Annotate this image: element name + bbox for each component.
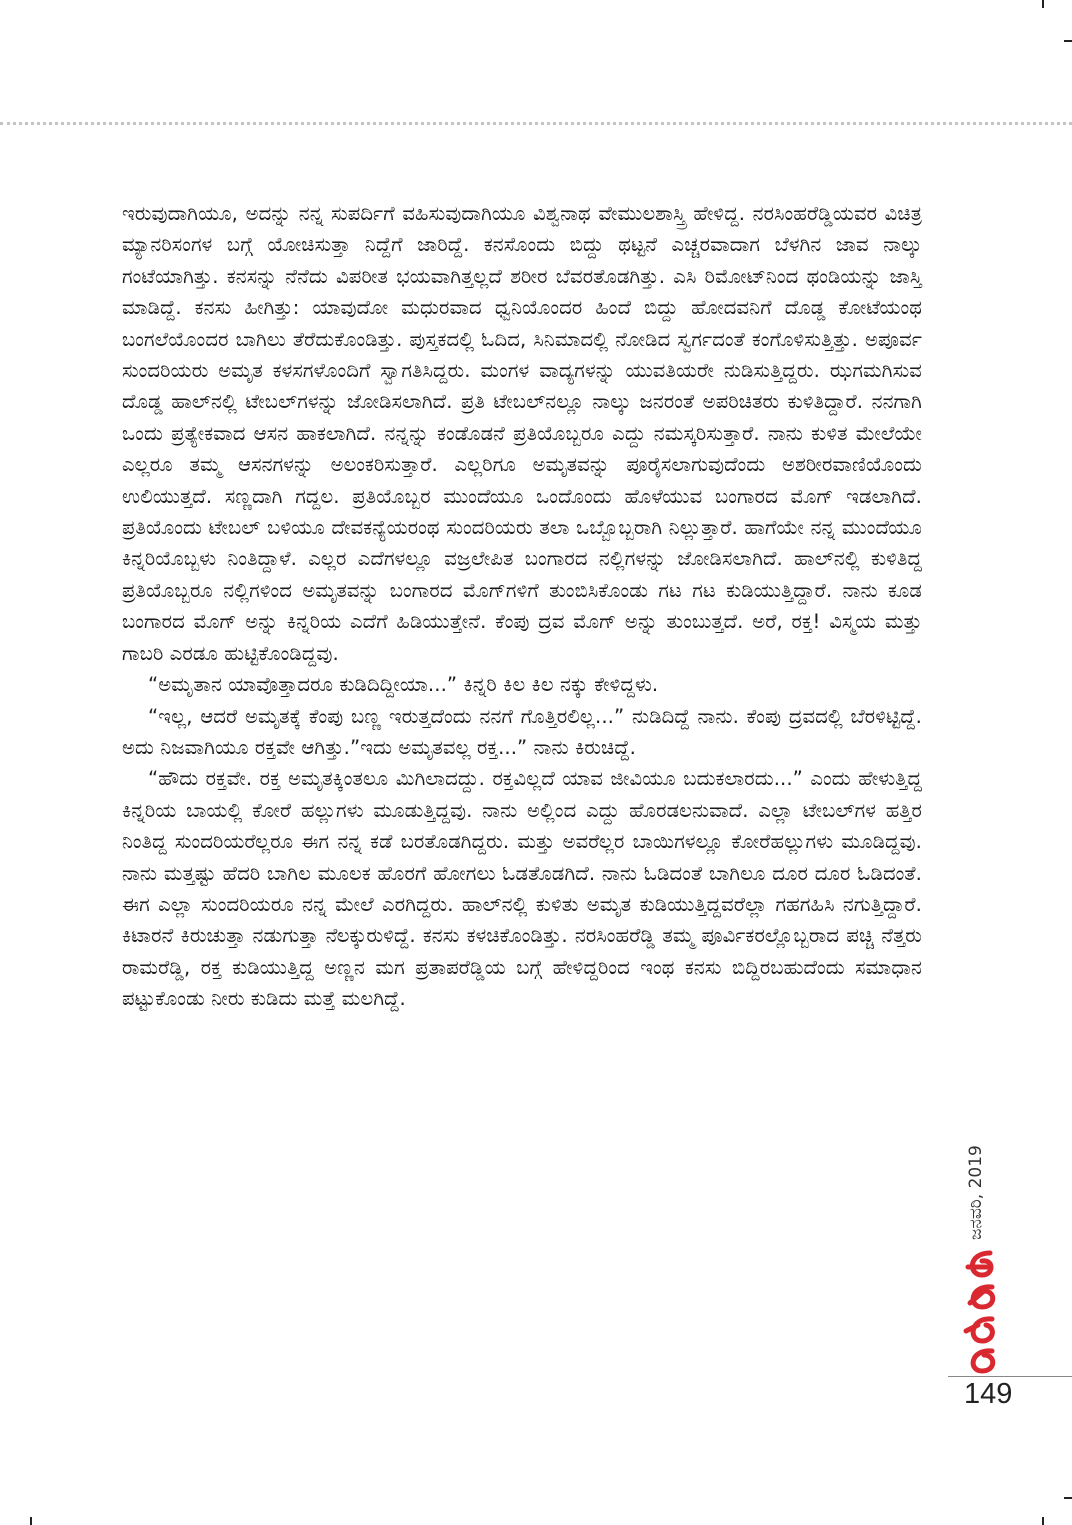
issue-date: ಜನವರಿ, 2019 bbox=[966, 1145, 986, 1240]
paragraph: “ಅಮೃತಾನ ಯಾವೊತ್ತಾದರೂ ಕುಡಿದಿದ್ದೀಯಾ...” ಕಿನ್ನರಿ ಕಿಲ ಕಿಲ ನಕ್ಕು ಕೇಳಿದ್ದಳು. bbox=[148, 673, 659, 697]
header-dotted-rule bbox=[0, 122, 1072, 125]
crop-mark-bottom-right-horizontal bbox=[1064, 1497, 1072, 1499]
paragraph: “ಇಲ್ಲ, ಆದರೆ ಅಮೃತಕ್ಕೆ ಕೆಂಪು ಬಣ್ಣ ಇರುತ್ತದೆಂದು ನನಗೆ ಗೊತ್ತಿರಲಿಲ್ಲ...” ನುಡಿದಿದ್ದೆ ನಾನು. ಕೆಂಪು ದ್ರವದಲ್ಲಿ ಬೆರಳಿಟ್ಟಿದ್ದೆ. ಅದು ನಿಜವಾಗಿಯೂ ರಕ್ತವೇ ಆಗಿತ್ತು.”ಇದು ಅಮೃತವಲ್ಲ ರಕ್ತ...” ನಾನು ಕಿರುಚಿದ್ದೆ. bbox=[122, 704, 922, 759]
page-number-rule bbox=[948, 1376, 1072, 1377]
crop-mark-bottom-left bbox=[30, 1517, 32, 1525]
magazine-masthead-logo bbox=[960, 1245, 1000, 1375]
paragraph: ಇರುವುದಾಗಿಯೂ, ಅದನ್ನು ನನ್ನ ಸುಪರ್ದಿಗೆ ವಹಿಸುವುದಾಗಿಯೂ ವಿಶ್ವನಾಥ ವೇಮುಲಶಾಸ್ತ್ರಿ ಹೇಳಿದ್ದ. ನರಸಿಂಹರೆಡ್ಡಿಯವರ ವಿಚಿತ್ರ ಮ್ಯಾನರಿಸಂಗಳ ಬಗ್ಗೆ ಯೋಚಿಸುತ್ತಾ ನಿದ್ದೆಗೆ ಜಾರಿದ್ದೆ. ಕನಸೊಂದು ಬಿದ್ದು ಥಟ್ಟನೆ ಎಚ್ಚರವಾದಾಗ ಬೆಳಗಿನ ಜಾವ ನಾಲ್ಕು ಗಂಟೆಯಾಗಿತ್ತು. ಕನಸನ್ನು ನೆನೆದು ವಿಪರೀತ ಭಯವಾಗಿತ್ತಲ್ಲದೆ ಶರೀರ ಬೆವರತೊಡಗಿತ್ತು. ಎಸಿ ರಿಮೋಟ್‌ನಿಂದ ಥಂಡಿಯನ್ನು ಜಾಸ್ತಿ ಮಾಡಿದ್ದೆ. ಕನಸು ಹೀಗಿತ್ತು: ಯಾವುದೋ ಮಧುರವಾದ ಧ್ವನಿಯೊಂದರ ಹಿಂದೆ ಬಿದ್ದು ಹೋದವನಿಗೆ ದೊಡ್ಡ ಕೋಟೆಯಂಥ ಬಂಗಲೆಯೊಂದರ ಬಾಗಿಲು ತೆರೆದುಕೊಂಡಿತ್ತು. ಪುಸ್ತಕದಲ್ಲಿ ಓದಿದ, ಸಿನಿಮಾದಲ್ಲಿ ನೋಡಿದ ಸ್ವರ್ಗದಂತೆ ಕಂಗೊಳಿಸುತ್ತಿತ್ತು. ಅಪೂರ್ವ ಸುಂದರಿಯರು ಅಮೃತ ಕಳಸಗಳೊಂದಿಗೆ ಸ್ವಾಗತಿಸಿದ್ದರು. ಮಂಗಳ ವಾದ್ಯಗಳನ್ನು ಯುವತಿಯರೇ ನುಡಿಸುತ್ತಿದ್ದರು. ಝಗಮಗಿಸುವ ದೊಡ್ಡ ಹಾಲ್‌ನಲ್ಲಿ ಟೇಬಲ್‌ಗಳನ್ನು ಜೋಡಿಸಲಾಗಿದೆ. ಪ್ರತಿ ಟೇಬಲ್‌ನಲ್ಲೂ ನಾಲ್ಕು ಜನರಂತೆ ಅಪರಿಚಿತರು ಕುಳಿತಿದ್ದಾರೆ. ನನಗಾಗಿ ಒಂದು ಪ್ರತ್ಯೇಕವಾದ ಆಸನ ಹಾಕಲಾಗಿದೆ. ನನ್ನನ್ನು ಕಂಡೊಡನೆ ಪ್ರತಿಯೊಬ್ಬರೂ ಎದ್ದು ನಮಸ್ಕರಿಸುತ್ತಾರೆ. ನಾನು ಕುಳಿತ ಮೇಲೆಯೇ ಎಲ್ಲರೂ ತಮ್ಮ ಆಸನಗಳನ್ನು ಅಲಂಕರಿಸುತ್ತಾರೆ. ಎಲ್ಲರಿಗೂ ಅಮೃತವನ್ನು ಪೂರೈಸಲಾಗುವುದೆಂದು ಅಶರೀರವಾಣಿಯೊಂದು ಉಲಿಯುತ್ತದೆ. ಸಣ್ಣದಾಗಿ ಗದ್ದಲ. ಪ್ರತಿಯೊಬ್ಬರ ಮುಂದೆಯೂ ಒಂದೊಂದು ಹೊಳೆಯುವ ಬಂಗಾರದ ಮೊಗ್ ಇಡಲಾಗಿದೆ. ಪ್ರತಿಯೊಂದು ಟೇಬಲ್ ಬಳಿಯೂ ದೇವಕನ್ಯೆಯರಂಥ ಸುಂದರಿಯರು ತಲಾ ಒಬ್ಬೊಬ್ಬರಾಗಿ ನಿಲ್ಲುತ್ತಾರೆ. ಹಾಗೆಯೇ ನನ್ನ ಮುಂದೆಯೂ ಕಿನ್ನರಿಯೊಬ್ಬಳು ನಿಂತಿದ್ದಾಳೆ. ಎಲ್ಲರ ಎದೆಗಳಲ್ಲೂ ವಜ್ರಲೇಪಿತ ಬಂಗಾರದ ನಲ್ಲಿಗಳನ್ನು ಜೋಡಿಸಲಾಗಿದೆ. ಹಾಲ್‌ನಲ್ಲಿ ಕುಳಿತಿದ್ದ ಪ್ರತಿಯೊಬ್ಬರೂ ನಲ್ಲಿಗಳಿಂದ ಅಮೃತವನ್ನು ಬಂಗಾರದ ಮೊಗ್‌ಗಳಿಗೆ ತುಂಬಿಸಿಕೊಂಡು ಗಟ ಗಟ ಕುಡಿಯುತ್ತಿದ್ದಾರೆ. ನಾನು ಕೂಡ ಬಂಗಾರದ ಮೊಗ್ ಅನ್ನು ಕಿನ್ನರಿಯ ಎದೆಗೆ ಹಿಡಿಯುತ್ತೇನೆ. ಕೆಂಪು ದ್ರವ ಮೊಗ್ ಅನ್ನು ತುಂಬುತ್ತದೆ. ಅರೆ, ರಕ್ತ! ವಿಸ್ಮಯ ಮತ್ತು ಗಾಬರಿ ಎರಡೂ ಹುಟ್ಟಿಕೊಂಡಿದ್ದವು. bbox=[122, 202, 922, 665]
crop-mark-bottom-right bbox=[1042, 1517, 1044, 1525]
page-number: 149 bbox=[964, 1378, 1013, 1410]
crop-mark-top-right-horizontal bbox=[1064, 40, 1072, 42]
paragraph: “ಹೌದು ರಕ್ತವೇ. ರಕ್ತ ಅಮೃತಕ್ಕಿಂತಲೂ ಮಿಗಿಲಾದದ್ದು. ರಕ್ತವಿಲ್ಲದೆ ಯಾವ ಜೀವಿಯೂ ಬದುಕಲಾರದು...” ಎಂದು ಹೇಳುತ್ತಿದ್ದ ಕಿನ್ನರಿಯ ಬಾಯಲ್ಲಿ ಕೋರೆ ಹಲ್ಲುಗಳು ಮೂಡುತ್ತಿದ್ದವು. ನಾನು ಅಲ್ಲಿಂದ ಎದ್ದು ಹೊರಡಲನುವಾದೆ. ಎಲ್ಲಾ ಟೇಬಲ್‌ಗಳ ಹತ್ತಿರ ನಿಂತಿದ್ದ ಸುಂದರಿಯರೆಲ್ಲರೂ ಈಗ ನನ್ನ ಕಡೆ ಬರತೊಡಗಿದ್ದರು. ಮತ್ತು ಅವರೆಲ್ಲರ ಬಾಯಿಗಳಲ್ಲೂ ಕೋರೆಹಲ್ಲುಗಳು ಮೂಡಿದ್ದವು. ನಾನು ಮತ್ತಷ್ಟು ಹೆದರಿ ಬಾಗಿಲ ಮೂಲಕ ಹೊರಗೆ ಹೋಗಲು ಓಡತೊಡಗಿದೆ. ನಾನು ಓಡಿದಂತೆ ಬಾಗಿಲೂ ದೂರ ದೂರ ಓಡಿದಂತೆ. ಈಗ ಎಲ್ಲಾ ಸುಂದರಿಯರೂ ನನ್ನ ಮೇಲೆ ಎರಗಿದ್ದರು. ಹಾಲ್‌ನಲ್ಲಿ ಕುಳಿತು ಅಮೃತ ಕುಡಿಯುತ್ತಿದ್ದವರೆಲ್ಲಾ ಗಹಗಹಿಸಿ ನಗುತ್ತಿದ್ದಾರೆ. ಕಿಟಾರನೆ ಕಿರುಚುತ್ತಾ ನಡುಗುತ್ತಾ ನೆಲಕ್ಕುರುಳಿದ್ದೆ. ಕನಸು ಕಳಚಿಕೊಂಡಿತ್ತು. ನರಸಿಂಹರೆಡ್ಡಿ ತಮ್ಮ ಪೂರ್ವಿಕರಲ್ಲೊಬ್ಬರಾದ ಪಚ್ಚಿ ನೆತ್ತರು ರಾಮರೆಡ್ಡಿ, ರಕ್ತ ಕುಡಿಯುತ್ತಿದ್ದ ಅಣ್ಣನ ಮಗ ಪ್ರತಾಪರೆಡ್ಡಿಯ ಬಗ್ಗೆ ಹೇಳಿದ್ದರಿಂದ ಇಂಥ ಕನಸು ಬಿದ್ದಿರಬಹುದೆಂದು ಸಮಾಧಾನ ಪಟ್ಟುಕೊಂಡು ನೀರು ಕುಡಿದು ಮತ್ತೆ ಮಲಗಿದ್ದೆ. bbox=[122, 767, 922, 1011]
article-body bbox=[122, 198, 922, 1015]
crop-mark-top-right bbox=[1042, 0, 1044, 8]
